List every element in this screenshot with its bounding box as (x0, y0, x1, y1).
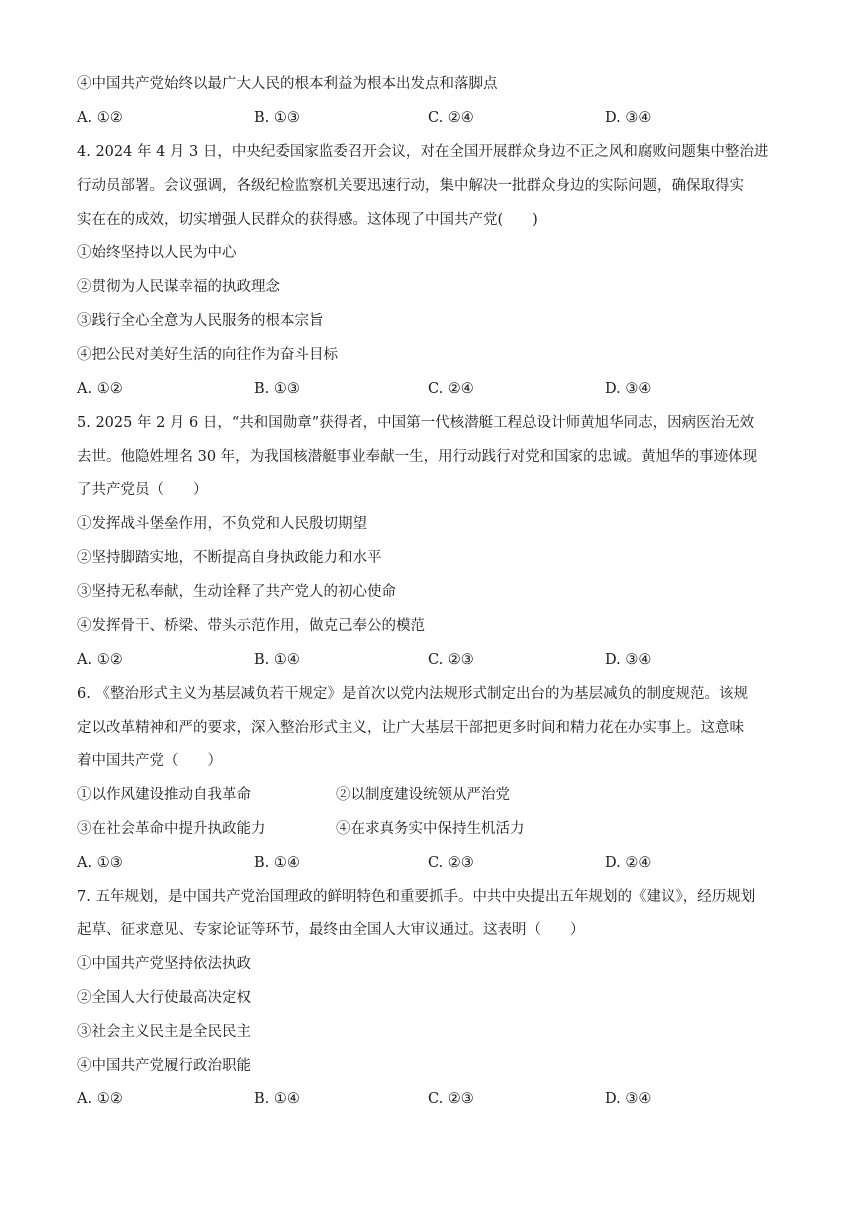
q7-choice-3: ③社会主义民主是全民民主 (77, 1024, 251, 1040)
q4-stem-line-3: 实在在的成效，切实增强人民群众的获得感。这体现了中国共产党( ) (77, 212, 538, 228)
q6-choice-1: ①以作风建设推动自我革命 (77, 787, 251, 803)
q7-option-d: D. ③④ (605, 1091, 652, 1107)
q6-stem-line-2: 定以改革精神和严的要求，深入整治形式主义，让广大基层干部把更多时间和精力花在办实事上。这意味 (77, 720, 744, 736)
q5-stem-line-3: 了共产党员（ ） (77, 482, 208, 498)
q6-option-b: B. ①④ (254, 855, 300, 871)
q6-stem-line-1: 6. 《整治形式主义为基层减负若干规定》是首次以党内法规形式制定出台的为基层减负的制度规范。该规 (77, 686, 748, 702)
q5-option-a: A. ①② (77, 652, 123, 668)
q7-stem-line-1: 7. 五年规划，是中国共产党治国理政的鲜明特色和重要抓手。中共中央提出五年规划的《建议》，经历规划 (77, 889, 756, 905)
q5-choice-1: ①发挥战斗堡垒作用，不负党和人民殷切期望 (77, 516, 367, 532)
q3-option-c: C. ②④ (428, 110, 474, 126)
q5-stem-line-1: 5. 2025 年 2 月 6 日，“共和国勋章”获得者，中国第一代核潜艇工程总设计师黄旭华同志，因病医治无效 (77, 415, 755, 431)
q3-option-b: B. ①③ (254, 110, 300, 126)
q4-stem-line-1: 4. 2024 年 4 月 3 日，中央纪委国家监委召开会议，对在全国开展群众身边不正之风和腐败问题集中整治进 (77, 144, 769, 160)
q5-choice-3: ③坚持无私奉献，生动诠释了共产党人的初心使命 (77, 584, 396, 600)
q7-option-b: B. ①④ (254, 1091, 300, 1107)
q6-stem-line-3: 着中国共产党（ ） (77, 753, 222, 769)
q7-choice-4: ④中国共产党履行政治职能 (77, 1058, 251, 1074)
q7-options (77, 1089, 787, 1109)
q4-options (77, 379, 787, 399)
q6-choice-2: ②以制度建设统领从严治党 (336, 787, 510, 803)
q3-option-d: D. ③④ (605, 110, 652, 126)
q5-option-d: D. ③④ (605, 652, 652, 668)
q4-option-a: A. ①② (77, 381, 123, 397)
q3-choice-4: ④中国共产党始终以最广大人民的根本利益为根本出发点和落脚点 (77, 76, 498, 92)
q4-option-c: C. ②④ (428, 381, 474, 397)
q4-stem-line-2: 行动员部署。会议强调，各级纪检监察机关要迅速行动，集中解决一批群众身边的实际问题，确保取得实 (77, 178, 744, 194)
q4-option-b: B. ①③ (254, 381, 300, 397)
q4-option-d: D. ③④ (605, 381, 652, 397)
q6-choice-4: ④在求真务实中保持生机活力 (336, 821, 525, 837)
q3-options (77, 108, 787, 128)
q6-options (77, 853, 787, 873)
q5-stem-line-2: 去世。他隐姓埋名 30 年，为我国核潜艇事业奉献一生，用行动践行对党和国家的忠诚。黄旭华的事迹体现 (77, 449, 758, 465)
q5-choice-2: ②坚持脚踏实地，不断提高自身执政能力和水平 (77, 550, 382, 566)
q6-option-c: C. ②③ (428, 855, 474, 871)
q7-choice-1: ①中国共产党坚持依法执政 (77, 956, 251, 972)
q5-option-b: B. ①④ (254, 652, 300, 668)
q7-option-c: C. ②③ (428, 1091, 474, 1107)
q6-choice-3: ③在社会革命中提升执政能力 (77, 821, 266, 837)
q4-choice-1: ①始终坚持以人民为中心 (77, 245, 237, 261)
q6-option-a: A. ①③ (77, 855, 123, 871)
q5-choice-4: ④发挥骨干、桥梁、带头示范作用，做克己奉公的模范 (77, 618, 425, 634)
q4-choice-4: ④把公民对美好生活的向往作为奋斗目标 (77, 347, 338, 363)
q4-choice-3: ③践行全心全意为人民服务的根本宗旨 (77, 313, 324, 329)
q7-stem-line-2: 起草、征求意见、专家论证等环节，最终由全国人大审议通过。这表明（ ） (77, 922, 585, 938)
q6-choices-row-1 (77, 785, 787, 805)
q4-choice-2: ②贯彻为人民谋幸福的执政理念 (77, 279, 280, 295)
q3-option-a: A. ①② (77, 110, 123, 126)
q5-options (77, 650, 787, 670)
q6-option-d: D. ②④ (605, 855, 652, 871)
q6-choices-row-2 (77, 819, 787, 839)
q7-choice-2: ②全国人大行使最高决定权 (77, 990, 251, 1006)
q5-option-c: C. ②③ (428, 652, 474, 668)
q7-option-a: A. ①② (77, 1091, 123, 1107)
